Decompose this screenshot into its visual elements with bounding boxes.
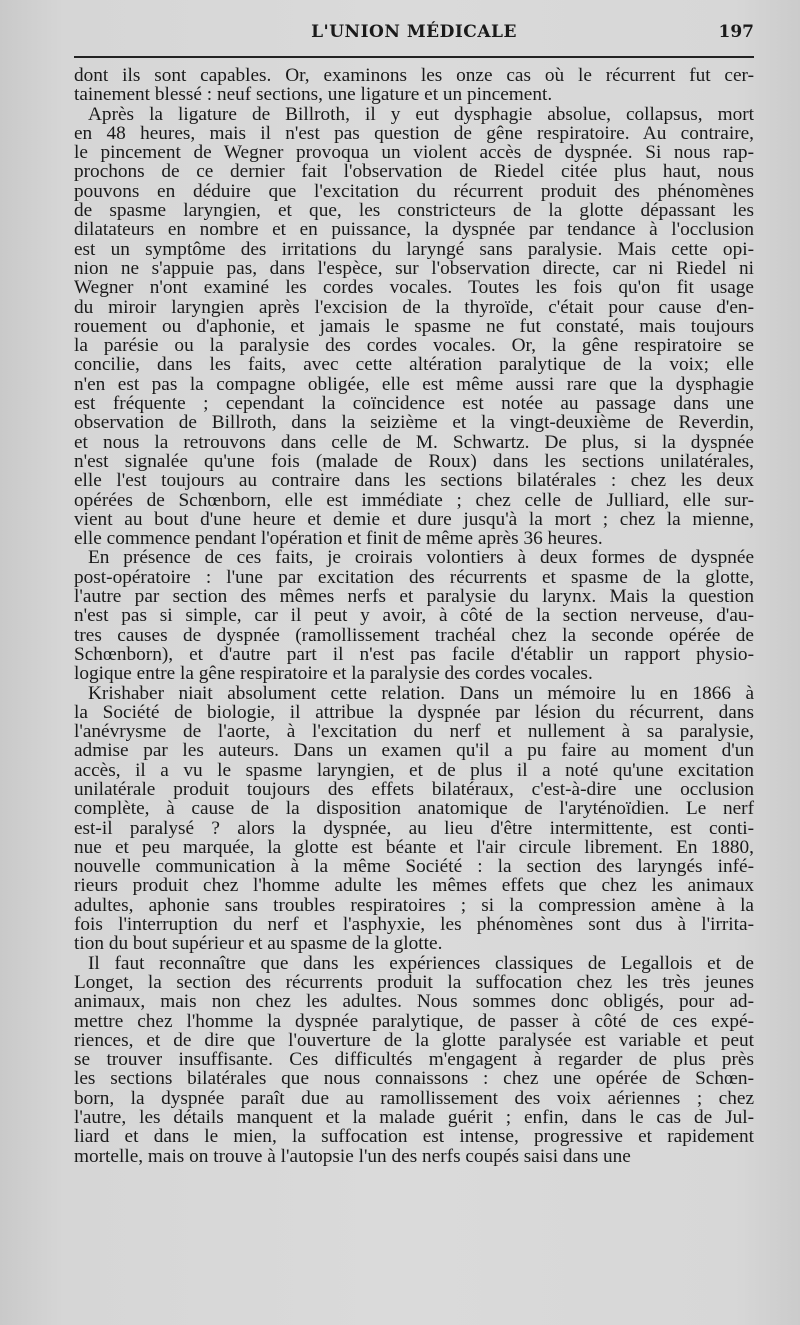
running-header bbox=[74, 22, 754, 52]
text-line: observation de Billroth, dans la seizième et la vingt-deuxième de Reverdin, bbox=[74, 412, 754, 434]
text-line: l'anévrysme de l'aorte, à l'excitation du nerf et nullement à sa paralysie, bbox=[74, 721, 754, 743]
text-line: rieurs produit chez l'homme adulte les mêmes effets que chez les animaux bbox=[74, 875, 754, 897]
text-line: accès, il a vu le spasme laryngien, et de plus il a noté qu'une excitation bbox=[74, 759, 754, 781]
journal-title: L'UNION MÉDICALE bbox=[311, 22, 517, 42]
text-line: concilie, dans les faits, avec cette altération paralytique de la voix; elle bbox=[74, 354, 754, 376]
paragraph bbox=[74, 105, 754, 549]
text-line: l'autre par section des mêmes nerfs et paralysie du larynx. Mais la question bbox=[74, 586, 754, 608]
text-line: elle commence pendant l'opération et finit de même après 36 heures. bbox=[74, 528, 603, 550]
text-line: prochons de ce dernier fait l'observation de Riedel citée plus haut, nous bbox=[74, 161, 754, 183]
page-number: 197 bbox=[718, 22, 754, 42]
text-line: de spasme laryngien, et que, les constricteurs de la glotte dépassant les bbox=[74, 200, 754, 222]
text-line: est un symptôme des irritations du laryngé sans paralysie. Mais cette opi- bbox=[74, 238, 754, 260]
text-line: En présence de ces faits, je croirais volontiers à deux formes de dyspnée bbox=[88, 547, 754, 569]
body-text bbox=[74, 66, 754, 1166]
text-line: rouement ou d'aphonie, et jamais le spasme ne fut constaté, mais toujours bbox=[74, 315, 754, 337]
text-line: Longet, la section des récurrents produit la suffocation chez les très jeunes bbox=[74, 971, 754, 993]
paragraph bbox=[74, 548, 754, 683]
text-line: Krishaber niait absolument cette relation. Dans un mémoire lu en 1866 à bbox=[88, 682, 754, 704]
text-line: liard et dans le mien, la suffocation est intense, progressive et rapidement bbox=[74, 1126, 754, 1148]
text-line: nion ne s'appuie pas, dans l'espèce, sur l'observation directe, car ni Riedel ni bbox=[74, 257, 754, 279]
text-line: Schœnborn), et d'autre part il n'est pas facile d'établir un rapport physio- bbox=[74, 643, 754, 665]
text-line: fois l'interruption du nerf et l'asphyxie, les phénomènes sont dus à l'irrita- bbox=[74, 914, 754, 936]
paragraph bbox=[74, 684, 754, 954]
text-line: se trouver insuffisante. Ces difficultés m'engagent à regarder de plus près bbox=[74, 1049, 754, 1071]
text-line: born, la dyspnée paraît due au ramollissement des voix aériennes ; chez bbox=[74, 1087, 754, 1109]
text-line: la parésie ou la paralysie des cordes vocales. Or, la gêne respiratoire se bbox=[74, 335, 754, 357]
text-line: Il faut reconnaître que dans les expériences classiques de Legallois et de bbox=[88, 952, 754, 974]
paragraph bbox=[74, 954, 754, 1166]
text-line: Wegner n'ont examiné les cordes vocales. Toutes les fois qu'on fit usage bbox=[74, 277, 754, 299]
text-line: mortelle, mais on trouve à l'autopsie l'un des nerfs coupés saisi dans une bbox=[74, 1145, 631, 1167]
text-line: le pincement de Wegner provoqua un violent accès de dyspnée. Si nous rap- bbox=[74, 142, 754, 164]
text-line: post-opératoire : l'une par excitation des récurrents et spasme de la glotte, bbox=[74, 566, 754, 588]
text-line: mettre chez l'homme la dyspnée paralytique, de passer à côté de ces expé- bbox=[74, 1010, 754, 1032]
text-line: adultes, aphonie sans troubles respiratoires ; si la compression amène à la bbox=[74, 894, 754, 916]
paragraph bbox=[74, 66, 754, 105]
text-line: dilatateurs en nombre et en puissance, la dyspnée par tendance à l'occlusion bbox=[74, 219, 754, 241]
text-line: en 48 heures, mais il n'est pas question de gêne respiratoire. Au contraire, bbox=[74, 122, 754, 144]
text-line: n'est pas si simple, car il peut y avoir, à côté de la section nerveuse, d'au- bbox=[74, 605, 754, 627]
header-rule bbox=[74, 56, 754, 58]
text-line: l'autre, les détails manquent et la malade guérit ; enfin, dans le cas de Jul- bbox=[74, 1107, 754, 1129]
text-line: animaux, mais non chez les adultes. Nous sommes donc obligés, pour ad- bbox=[74, 991, 754, 1013]
text-line: la Société de biologie, il attribue la dyspnée par lésion du récurrent, dans bbox=[74, 701, 754, 723]
text-line: riences, et de dire que l'ouverture de la glotte paralysée est variable et peut bbox=[74, 1029, 754, 1051]
text-line: dont ils sont capables. Or, examinons les onze cas où le récurrent fut cer- bbox=[74, 65, 754, 86]
text-line: elle l'est toujours au contraire dans les sections bilatérales : chez les deux bbox=[74, 470, 754, 492]
text-line: unilatérale produit toujours des effets bilatéraux, c'est-à-dire une occlusion bbox=[74, 778, 754, 800]
text-line: opérées de Schœnborn, elle est immédiate ; chez celle de Julliard, elle sur- bbox=[74, 489, 754, 511]
text-line: tion du bout supérieur et au spasme de la glotte. bbox=[74, 933, 443, 955]
text-line: est fréquente ; cependant la coïncidence est notée au passage dans une bbox=[74, 393, 754, 415]
text-line: du miroir laryngien après l'excision de la thyroïde, c'était pour cause d'en- bbox=[74, 296, 754, 318]
text-line: Après la ligature de Billroth, il y eut dysphagie absolue, collapsus, mort bbox=[88, 103, 754, 125]
text-line: tainement blessé : neuf sections, une ligature et un pincement. bbox=[74, 84, 553, 106]
text-line: vient au bout d'une heure et demie et dure jusqu'à la mort ; chez la mienne, bbox=[74, 508, 754, 530]
text-line: tres causes de dyspnée (ramollissement trachéal chez la seconde opérée de bbox=[74, 624, 754, 646]
text-line: nue et peu marquée, la glotte est béante et l'air circule librement. En 1880, bbox=[74, 836, 754, 858]
text-line: admise par les auteurs. Dans un examen qu'il a pu faire au moment d'un bbox=[74, 740, 754, 762]
text-line: nouvelle communication à la même Société : la section des laryngés infé- bbox=[74, 856, 754, 878]
text-line: les sections bilatérales que nous connaissons : chez une opérée de Schœn- bbox=[74, 1068, 754, 1090]
text-line: complète, à cause de la disposition anatomique de l'aryténoïdien. Le nerf bbox=[74, 798, 754, 820]
text-line: et nous la retrouvons dans celle de M. Schwartz. De plus, si la dyspnée bbox=[74, 431, 754, 453]
text-line: n'est signalée qu'une fois (malade de Roux) dans les sections unilatérales, bbox=[74, 450, 754, 472]
text-line: pouvons en déduire que l'excitation du récurrent produit des phénomènes bbox=[74, 180, 754, 202]
text-line: n'en est pas la compagne obligée, elle est même aussi rare que la dysphagie bbox=[74, 373, 754, 395]
text-line: logique entre la gêne respiratoire et la paralysie des cordes vocales. bbox=[74, 663, 593, 685]
text-line: est-il paralysé ? alors la dyspnée, au lieu d'être intermittente, est conti- bbox=[74, 817, 754, 839]
